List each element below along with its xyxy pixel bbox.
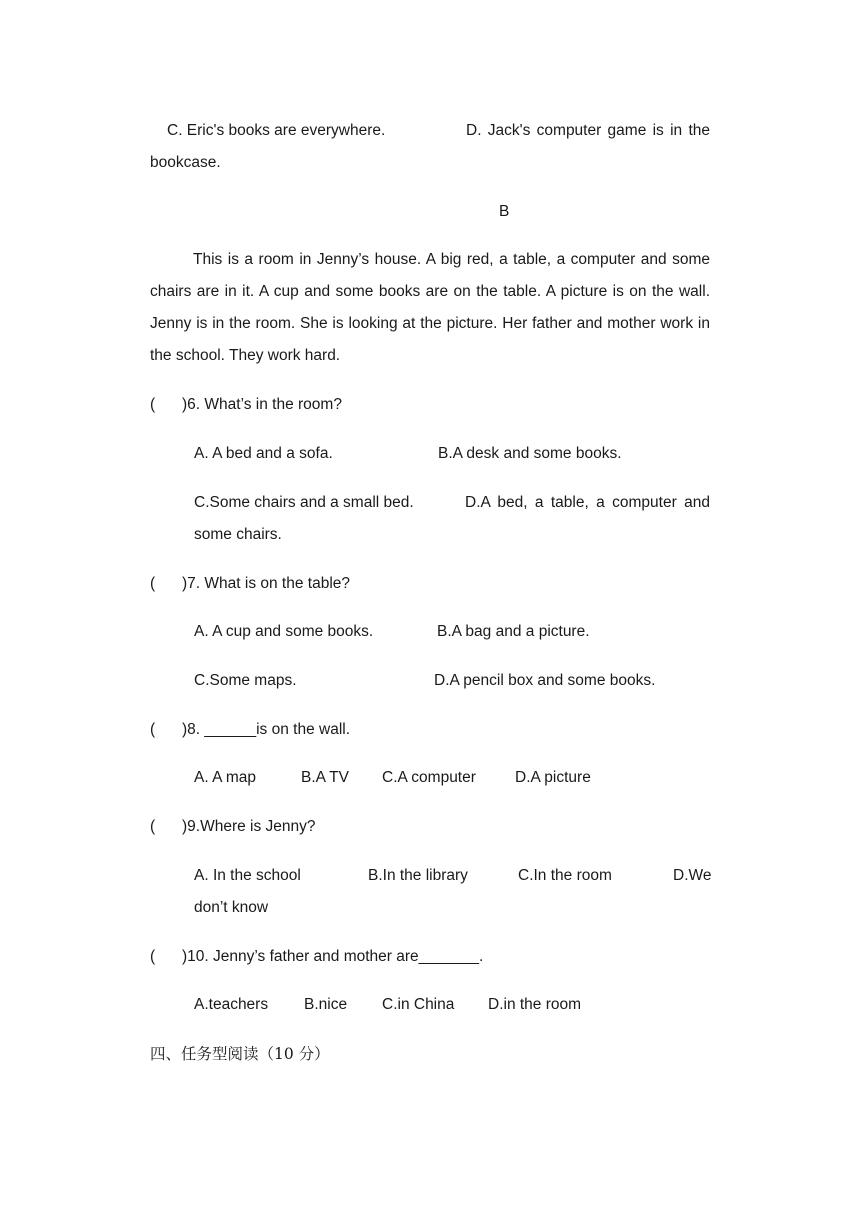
q6-option-b: B.A desk and some books. — [438, 445, 622, 462]
option-d-prev-continued: bookcase. — [150, 154, 221, 171]
question-paren: ( — [150, 721, 156, 738]
q8-option-d: D.A picture — [515, 769, 591, 786]
question-6: )6. What’s in the room? — [182, 396, 342, 413]
q6-option-c: C.Some chairs and a small bed. — [194, 494, 414, 511]
q7-option-a: A. A cup and some books. — [194, 623, 374, 640]
q10-option-b: B.nice — [304, 996, 348, 1013]
q9-option-a: A. In the school — [194, 867, 301, 884]
question-8: )8. ______is on the wall. — [182, 721, 351, 738]
q8-option-a: A. A map — [194, 769, 257, 786]
q9-option-d-continued: don’t know — [194, 899, 269, 916]
question-paren: ( — [150, 818, 156, 835]
q7-option-d: D.A pencil box and some books. — [434, 672, 656, 689]
option-c-prev: C. Eric's books are everywhere. — [167, 122, 386, 139]
q10-option-d: D.in the room — [488, 996, 582, 1013]
q10-option-a: A.teachers — [194, 996, 269, 1013]
question-9: )9.Where is Jenny? — [182, 818, 316, 835]
q8-option-b: B.A TV — [301, 769, 349, 786]
q7-option-c: C.Some maps. — [194, 672, 297, 689]
q8-option-c: C.A computer — [382, 769, 476, 786]
reading-passage: This is a room in Jenny’s house. A big red, a table, a computer and some chairs are in it. A cup and some books are on the table. A picture is on the wall. Jenny is in the room. She is looking at the picture. Her father and mother work in the school. They work hard. — [150, 251, 710, 364]
q6-option-d: D.A bed, a table, a computer and — [465, 494, 710, 511]
question-10: )10. Jenny’s father and mother are_______. — [182, 948, 484, 965]
question-paren: ( — [150, 948, 156, 965]
section-label: B — [499, 203, 510, 220]
option-d-prev: D. Jack's computer game is in the — [466, 122, 710, 139]
q9-option-d: D.We — [673, 867, 712, 884]
question-7: )7. What is on the table? — [182, 575, 351, 592]
q9-option-b: B.In the library — [368, 867, 468, 884]
question-paren: ( — [150, 396, 156, 413]
q6-option-d-continued: some chairs. — [194, 526, 282, 543]
question-paren: ( — [150, 575, 156, 592]
q10-option-c: C.in China — [382, 996, 455, 1013]
q7-option-b: B.A bag and a picture. — [437, 623, 590, 640]
section-heading: 四、任务型阅读（10 分） — [150, 1045, 330, 1063]
q9-option-c: C.In the room — [518, 867, 612, 884]
q6-option-a: A. A bed and a sofa. — [194, 445, 333, 462]
